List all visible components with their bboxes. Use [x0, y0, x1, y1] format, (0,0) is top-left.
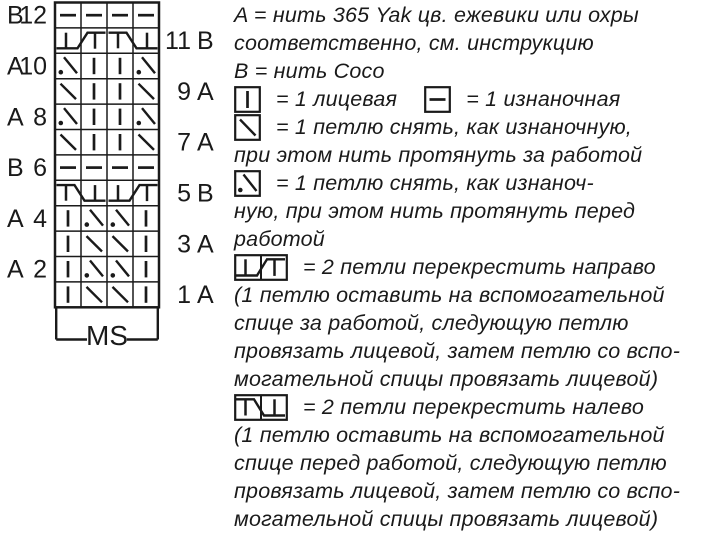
legend-text: = 1 лицевая	[276, 87, 398, 111]
row-yarn-label: A	[7, 103, 24, 132]
chart-row-11	[57, 27, 214, 55]
chart-row-3	[68, 230, 214, 258]
legend-line	[234, 393, 720, 421]
legend-line	[234, 477, 720, 505]
legend-text: = 1 петлю снять, как изнаноч-	[276, 171, 594, 195]
legend-text: = 1 петлю снять, как изнаночную,	[276, 115, 632, 139]
legend-line	[234, 141, 720, 169]
chart-row-7	[61, 129, 215, 157]
row-number-label: 9	[177, 77, 191, 106]
legend-text: (1 петлю оставить на вспомогательной	[234, 283, 665, 307]
row-yarn-label: B	[197, 179, 214, 208]
row-yarn-label: A	[197, 281, 214, 310]
legend-line	[234, 29, 720, 57]
legend-text: работой	[234, 227, 325, 251]
pattern-repeat-bracket	[56, 307, 158, 351]
row-number-label: 10	[19, 52, 47, 81]
row-number-label: 6	[33, 154, 47, 183]
row-yarn-label: B	[7, 154, 24, 183]
chart-row-9	[61, 78, 215, 106]
row-number-label: 5	[177, 179, 191, 208]
row-yarn-label: A	[7, 255, 24, 284]
row-number-label: 11	[165, 27, 191, 56]
row-yarn-label: A	[7, 52, 24, 81]
row-number-label: 4	[33, 204, 47, 233]
row-number-label: 7	[177, 128, 191, 157]
row-yarn-label: A	[197, 230, 214, 259]
slip-stitch-yarn-front-icon	[234, 170, 261, 197]
legend-text: при этом нить протянуть за работой	[234, 143, 643, 167]
legend-text: B = нить Coco	[234, 59, 385, 83]
legend-line	[234, 57, 720, 85]
legend-line	[234, 309, 720, 337]
legend-line	[234, 505, 720, 533]
legend-text: могательной спицы провязать лицевой)	[234, 507, 659, 531]
legend-line	[234, 85, 720, 113]
legend-line	[234, 169, 720, 197]
chart-row-2	[7, 256, 146, 284]
row-yarn-label: B	[7, 1, 24, 30]
knitting-chart	[0, 0, 232, 360]
legend-line	[234, 365, 720, 393]
legend-text: = 1 изнаночная	[466, 87, 621, 111]
legend-text: провязать лицевой, затем петлю со вспо-	[234, 339, 681, 363]
legend-line	[234, 1, 720, 29]
cross-2-left-icon	[234, 394, 288, 421]
legend-text: = 2 петли перекрестить налево	[303, 395, 644, 419]
chart-row-5	[57, 180, 214, 208]
legend-text: провязать лицевой, затем петлю со вспо-	[234, 479, 681, 503]
legend-text: могательной спицы провязать лицевой)	[234, 367, 659, 391]
legend-text: спице перед работой, следующую петлю	[234, 451, 667, 475]
knit-stitch-icon	[234, 86, 261, 113]
row-yarn-label: A	[197, 128, 214, 157]
row-yarn-label: B	[197, 27, 214, 56]
row-yarn-label: A	[197, 77, 214, 106]
legend-text: = 2 петли перекрестить направо	[303, 255, 656, 279]
row-yarn-label: A	[7, 204, 24, 233]
legend-line	[234, 225, 720, 253]
legend-line	[234, 421, 720, 449]
legend-line	[234, 113, 720, 141]
legend-text: спице за работой, следующую петлю	[234, 311, 629, 335]
ms-label: MS	[86, 320, 128, 351]
row-number-label: 3	[177, 230, 191, 259]
chart-row-1	[68, 281, 214, 309]
chart-row-4	[7, 205, 146, 233]
row-number-label: 8	[33, 103, 47, 132]
legend-text: A = нить 365 Yak цв. ежевики или охры	[234, 3, 639, 27]
legend-text: соответственно, см. инструкцию	[234, 31, 594, 55]
legend-text: (1 петлю оставить на вспомогательной	[234, 423, 665, 447]
row-number-label: 2	[33, 255, 47, 284]
legend-line	[234, 281, 720, 309]
cross-2-right-icon	[234, 254, 288, 281]
purl-stitch-icon	[424, 86, 451, 113]
legend-line	[234, 253, 720, 281]
legend-line	[234, 197, 720, 225]
legend-line	[234, 449, 720, 477]
slip-stitch-yarn-behind-icon	[234, 114, 261, 141]
knitting-chart-svg	[0, 0, 232, 360]
legend	[234, 1, 720, 533]
legend-text: ную, при этом нить протянуть перед	[234, 199, 636, 223]
row-number-label: 12	[19, 1, 47, 30]
legend-line	[234, 337, 720, 365]
row-number-label: 1	[177, 281, 191, 310]
